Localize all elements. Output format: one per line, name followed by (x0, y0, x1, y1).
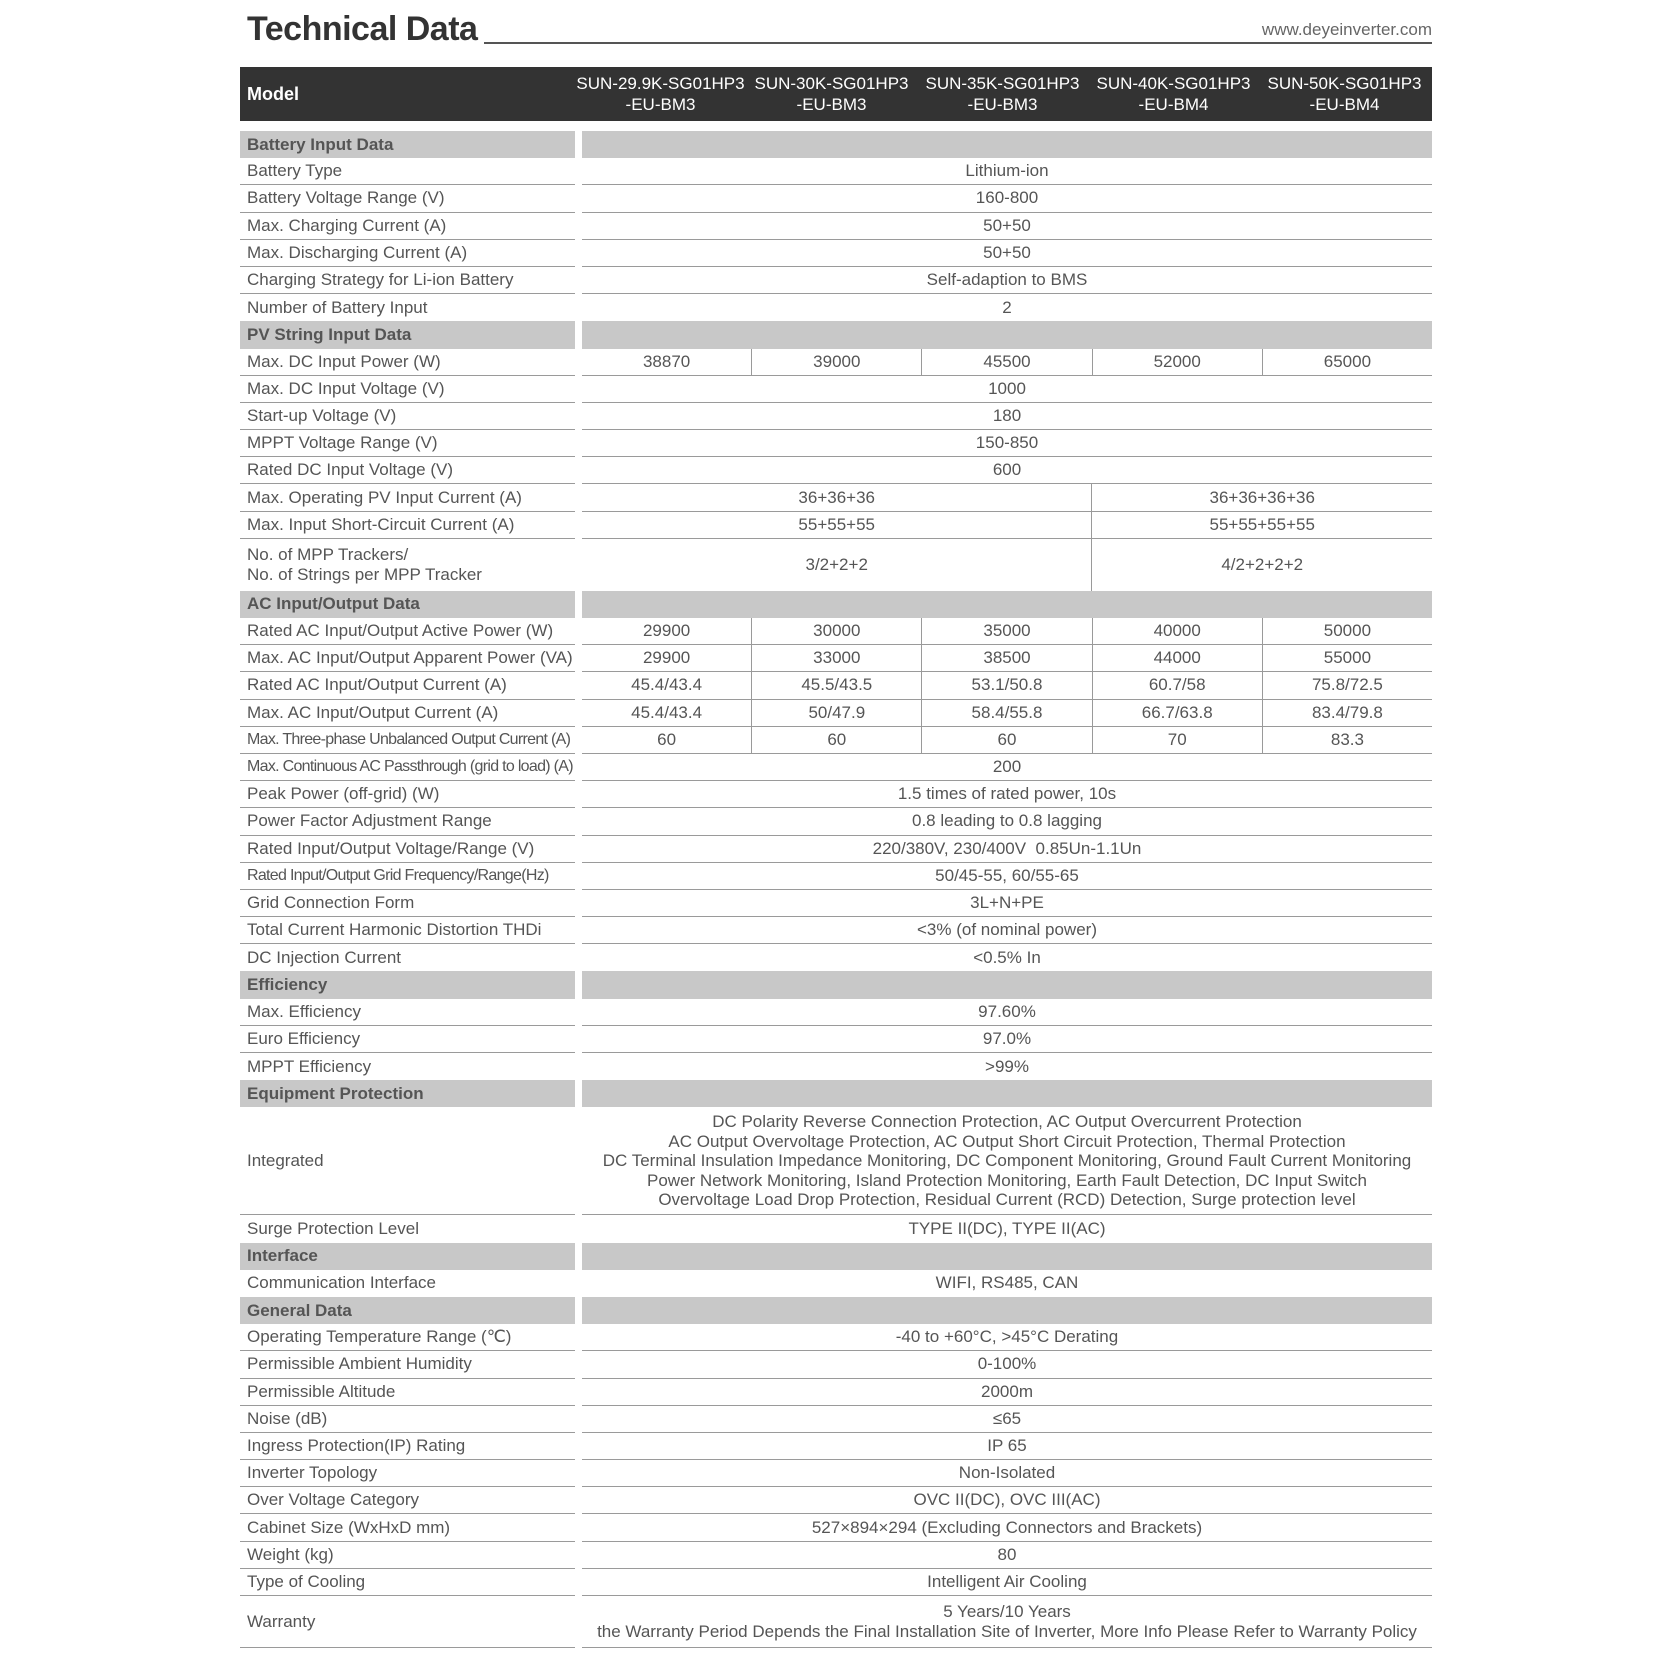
spec-row (240, 944, 1432, 971)
section-title: Interface (240, 1243, 575, 1270)
spec-label: Weight (kg) (240, 1542, 575, 1569)
spec-value: 45.5/43.5 (751, 672, 921, 698)
spec-value: 50/45-55, 60/55-65 (935, 865, 1079, 885)
spec-value: 30000 (751, 618, 921, 644)
spec-value: 55+55+55+55 (1091, 512, 1432, 538)
spec-value: ≤65 (992, 1408, 1022, 1428)
spec-label: MPPT Efficiency (247, 1056, 372, 1076)
spec-value: 50000 (1262, 618, 1432, 644)
spec-value: 160-800 (975, 188, 1039, 208)
spec-row (240, 376, 1432, 403)
spec-row (240, 213, 1432, 240)
section-title: PV String Input Data (240, 321, 575, 348)
spec-value: Lithium-ion (965, 161, 1049, 181)
spec-row (240, 781, 1432, 808)
section-title: Efficiency (240, 971, 575, 998)
spec-label: Max. Continuous AC Passthrough (grid to load) (A) (240, 754, 575, 781)
spec-row (240, 512, 1432, 539)
spec-label: Power Factor Adjustment Range (240, 808, 575, 835)
spec-label: Rated DC Input Voltage (V) (240, 457, 575, 484)
spec-label: Charging Strategy for Li-ion Battery (240, 267, 575, 294)
spec-label: Max. AC Input/Output Apparent Power (VA) (240, 645, 575, 672)
model-name: SUN-50K-SG01HP3 (1267, 74, 1422, 93)
spec-label-line: No. of Strings per MPP Tracker (247, 564, 482, 584)
spec-row (240, 890, 1432, 917)
spec-value: 220/380V, 230/400V 0.85Un-1.1Un (872, 838, 1142, 858)
spec-row (240, 618, 1432, 645)
title-underline (484, 42, 1432, 44)
spec-label: Start-up Voltage (V) (240, 403, 575, 430)
protection-line: AC Output Overvoltage Protection, AC Output Short Circuit Protection, Thermal Protection (668, 1131, 1346, 1151)
spec-row (240, 294, 1432, 321)
spec-value: 45.4/43.4 (631, 702, 703, 722)
spec-label: Integrated (240, 1107, 575, 1215)
spec-label: Over Voltage Category (240, 1487, 575, 1514)
spec-value: 60 (657, 729, 677, 749)
website-url[interactable]: www.deyeinverter.com (1261, 20, 1432, 39)
spec-row (240, 457, 1432, 484)
spec-row (240, 1487, 1432, 1514)
spec-value: 35000 (921, 618, 1091, 644)
model-suffix: -EU-BM3 (625, 95, 696, 114)
spec-row (240, 1406, 1432, 1433)
spec-row (240, 999, 1432, 1026)
protection-line: Power Network Monitoring, Island Protection Monitoring, Earth Fault Detection, DC Input Switch (647, 1170, 1367, 1190)
section-ac-input-output (240, 591, 1432, 618)
model-suffix: -EU-BM3 (796, 95, 867, 114)
model-name: SUN-30K-SG01HP3 (754, 74, 909, 93)
spec-row (240, 645, 1432, 672)
spec-value: 39000 (751, 349, 921, 375)
spec-value: 150-850 (975, 433, 1039, 453)
model-suffix: -EU-BM4 (1309, 95, 1380, 114)
spec-label: Battery Type (240, 158, 575, 185)
spec-value: 83.3 (1262, 727, 1432, 753)
model-name: SUN-35K-SG01HP3 (925, 74, 1080, 93)
spec-row (240, 539, 1432, 591)
spec-row (240, 808, 1432, 835)
spec-row (240, 430, 1432, 457)
spec-label-line: No. of MPP Trackers/ (247, 544, 409, 564)
spec-row (240, 1351, 1432, 1378)
spec-label: Ingress Protection(IP) Rating (240, 1433, 575, 1460)
section-equipment-protection (240, 1080, 1432, 1107)
spec-value: 180 (992, 405, 1022, 425)
spec-value: TYPE II(DC), TYPE II(AC) (908, 1218, 1106, 1238)
warranty-period: 5 Years/10 Years (943, 1602, 1071, 1621)
spec-value: 36+36+36+36 (1091, 484, 1432, 510)
spec-row (240, 917, 1432, 944)
spec-value: 36+36+36 (798, 487, 875, 507)
spec-value: 97.0% (982, 1028, 1032, 1048)
spec-label: Number of Battery Input (247, 297, 428, 317)
spec-value: 55+55+55 (798, 514, 875, 534)
spec-row (240, 1569, 1432, 1596)
spec-row (240, 863, 1432, 890)
spec-label: Max. DC Input Power (W) (240, 349, 575, 376)
spec-label: DC Injection Current (247, 947, 402, 967)
spec-label: Peak Power (off-grid) (W) (240, 781, 575, 808)
spec-value: 66.7/63.8 (1092, 700, 1262, 726)
model-suffix: -EU-BM3 (967, 95, 1038, 114)
model-label: Model (247, 83, 299, 104)
spec-value: 53.1/50.8 (921, 672, 1091, 698)
spec-row (240, 1324, 1432, 1351)
spec-label: Warranty (240, 1596, 575, 1648)
spec-row (240, 1215, 1432, 1242)
spec-label: Permissible Altitude (240, 1379, 575, 1406)
spec-value: OVC II(DC), OVC III(AC) (913, 1490, 1101, 1510)
spec-value: 50+50 (983, 215, 1031, 235)
spec-row (240, 1542, 1432, 1569)
spec-value: 4/2+2+2+2 (1091, 539, 1432, 591)
spec-value: 50/47.9 (751, 700, 921, 726)
spec-value: 40000 (1092, 618, 1262, 644)
spec-value: 83.4/79.8 (1262, 700, 1432, 726)
spec-label: Noise (dB) (240, 1406, 575, 1433)
spec-row (240, 727, 1432, 754)
spec-value: >99% (985, 1056, 1029, 1076)
model-header-row (240, 67, 1432, 121)
model-suffix: -EU-BM4 (1138, 95, 1209, 114)
spec-value: 60.7/58 (1092, 672, 1262, 698)
spec-value: 80 (997, 1544, 1017, 1564)
spec-value: 33000 (751, 645, 921, 671)
spec-label: Battery Voltage Range (V) (240, 185, 575, 212)
protection-line: Overvoltage Load Drop Protection, Residual Current (RCD) Detection, Surge protection level (658, 1190, 1356, 1210)
spec-value: 55000 (1262, 645, 1432, 671)
spec-label: Grid Connection Form (240, 890, 575, 917)
spec-value: Non-Isolated (958, 1463, 1056, 1483)
section-pv-string-input (240, 321, 1432, 348)
spec-value: 65000 (1262, 349, 1432, 375)
spec-label: Rated AC Input/Output Current (A) (240, 672, 575, 699)
section-interface (240, 1243, 1432, 1270)
section-title: AC Input/Output Data (240, 591, 575, 618)
spec-value: 3L+N+PE (970, 892, 1044, 912)
model-column-header (746, 73, 917, 115)
spec-row (240, 700, 1432, 727)
spec-label: Permissible Ambient Humidity (240, 1351, 575, 1378)
spec-value: 75.8/72.5 (1262, 672, 1432, 698)
spec-label: Type of Cooling (240, 1569, 575, 1596)
spec-value: <0.5% In (973, 947, 1041, 967)
spec-label: Max. Three-phase Unbalanced Output Current (A) (240, 727, 575, 754)
model-name: SUN-29.9K-SG01HP3 (576, 74, 745, 93)
spec-value: 45.4/43.4 (631, 675, 703, 695)
spec-label: Max. Charging Current (A) (240, 213, 575, 240)
spec-label (240, 539, 575, 591)
spec-table (240, 67, 1432, 1648)
spec-label: Communication Interface (247, 1273, 436, 1293)
spec-value: 200 (992, 757, 1022, 777)
section-title: Equipment Protection (240, 1080, 575, 1107)
spec-value: 44000 (1092, 645, 1262, 671)
spec-row (240, 1460, 1432, 1487)
spec-row (240, 1379, 1432, 1406)
model-column-header (1259, 73, 1430, 115)
spec-row (240, 1596, 1432, 1648)
spec-value (582, 1107, 1432, 1214)
spec-label: Total Current Harmonic Distortion THDi (240, 917, 575, 944)
page-title: Technical Data (247, 10, 478, 48)
spec-value: 1.5 times of rated power, 10s (897, 784, 1117, 804)
spec-value: -40 to +60°C, >45°C Derating (895, 1327, 1119, 1347)
spec-value: 38500 (921, 645, 1091, 671)
spec-row (240, 349, 1432, 376)
model-column-header (1088, 73, 1259, 115)
spec-value: Intelligent Air Cooling (927, 1571, 1087, 1591)
protection-line: DC Terminal Insulation Impedance Monitoring, DC Component Monitoring, Ground Fault Current Monitoring (602, 1151, 1412, 1171)
section-general-data (240, 1297, 1432, 1324)
spec-row (240, 484, 1432, 511)
spec-row (240, 1107, 1432, 1215)
spec-label: Rated Input/Output Voltage/Range (V) (240, 836, 575, 863)
model-column-header (917, 73, 1088, 115)
spec-row (240, 1433, 1432, 1460)
spec-label: Max. Operating PV Input Current (A) (240, 484, 575, 511)
section-title: Battery Input Data (240, 131, 575, 158)
spec-row (240, 836, 1432, 863)
spec-value: 3/2+2+2 (805, 554, 868, 574)
spec-label: Euro Efficiency (240, 1026, 575, 1053)
spec-value: WIFI, RS485, CAN (935, 1273, 1079, 1293)
section-title: General Data (240, 1297, 575, 1324)
spec-row (240, 1270, 1432, 1297)
spec-value: IP 65 (987, 1435, 1027, 1455)
spec-row (240, 1514, 1432, 1541)
spec-label: MPPT Voltage Range (V) (240, 430, 575, 457)
spec-label: Max. DC Input Voltage (V) (240, 376, 575, 403)
model-column-header (575, 73, 746, 115)
spec-value (582, 1596, 1432, 1647)
spec-value: 60 (751, 727, 921, 753)
spec-value: 97.60% (978, 1001, 1036, 1021)
model-name: SUN-40K-SG01HP3 (1096, 74, 1251, 93)
spec-row (240, 1053, 1432, 1080)
spec-value: 29900 (642, 621, 691, 641)
spec-value: 2000m (981, 1381, 1033, 1401)
spec-value: 0.8 leading to 0.8 lagging (912, 811, 1102, 831)
spec-label: Operating Temperature Range (℃) (240, 1324, 575, 1351)
spec-value: 0-100% (977, 1354, 1037, 1374)
spec-value: Self-adaption to BMS (926, 270, 1088, 290)
spec-label: Max. Input Short-Circuit Current (A) (240, 512, 575, 539)
spec-value: 527×894×294 (Excluding Connectors and Brackets) (811, 1517, 1203, 1537)
spec-label: Rated AC Input/Output Active Power (W) (240, 618, 575, 645)
spec-label: Max. Discharging Current (A) (240, 240, 575, 267)
section-battery-input (240, 131, 1432, 158)
spec-value: <3% (of nominal power) (916, 920, 1097, 940)
spec-value: 60 (921, 727, 1091, 753)
spec-row (240, 240, 1432, 267)
section-efficiency (240, 971, 1432, 998)
spec-label: Rated Input/Output Grid Frequency/Range(Hz) (240, 863, 575, 890)
spec-value: 52000 (1092, 349, 1262, 375)
spec-label: Max. Efficiency (240, 999, 575, 1026)
spec-row (240, 1026, 1432, 1053)
spec-value: 50+50 (983, 242, 1031, 262)
spec-value: 600 (992, 460, 1022, 480)
spec-row (240, 754, 1432, 781)
spec-row (240, 185, 1432, 212)
spec-value: 1000 (988, 378, 1026, 398)
spec-label: Inverter Topology (240, 1460, 575, 1487)
spec-row (240, 672, 1432, 699)
spec-value: 45500 (921, 349, 1091, 375)
spec-value: 2 (1002, 297, 1012, 317)
protection-line: DC Polarity Reverse Connection Protection, AC Output Overcurrent Protection (712, 1112, 1302, 1132)
warranty-note: the Warranty Period Depends the Final Installation Site of Inverter, More Info Please Refer to Warranty Policy (597, 1621, 1417, 1641)
spec-row (240, 158, 1432, 185)
spec-value: 38870 (642, 351, 691, 371)
spec-label: Cabinet Size (WxHxD mm) (240, 1514, 575, 1541)
spec-value: 58.4/55.8 (921, 700, 1091, 726)
spec-value: 70 (1092, 727, 1262, 753)
spec-label: Max. AC Input/Output Current (A) (240, 700, 575, 727)
spec-value: 29900 (642, 648, 691, 668)
spec-row (240, 403, 1432, 430)
spec-row (240, 267, 1432, 294)
spec-label: Surge Protection Level (247, 1218, 419, 1238)
